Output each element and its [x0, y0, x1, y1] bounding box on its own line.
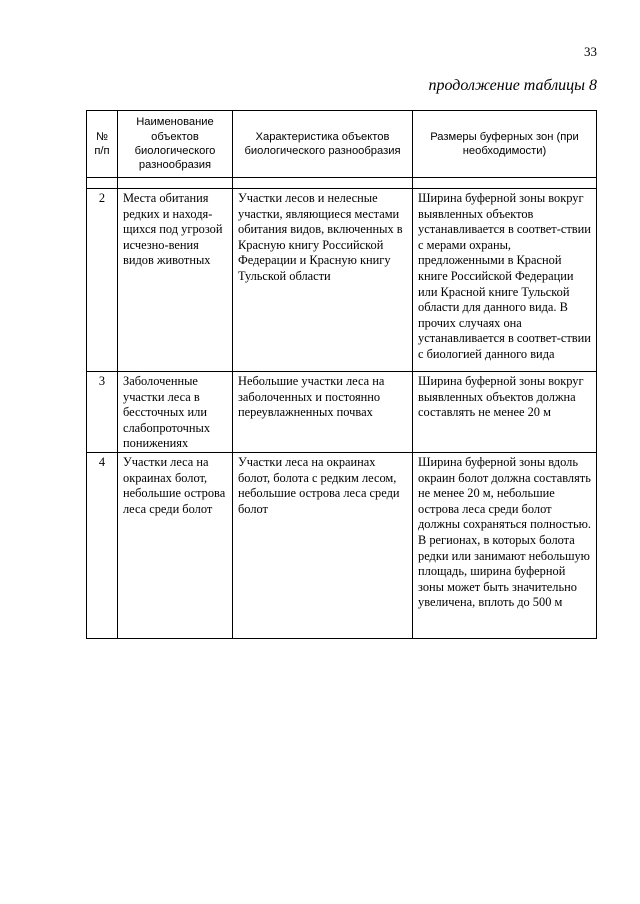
- spacer-cell: [233, 178, 413, 189]
- row-number-cell: 2: [87, 189, 118, 372]
- buffer-size-cell: Ширина буферной зоны вокруг выявленных объектов устанавливается в соответ-ствии с мерами охраны, предложенными в Красной книге Российской Федерации или Красной книге Тульской области для данного вида. В прочих случаях она устанавливается в соответ-ствии с биологией данного вида: [413, 189, 597, 372]
- spacer-cell: [87, 178, 118, 189]
- row-number-cell: 3: [87, 372, 118, 453]
- object-name-cell: Участки леса на окраинах болот, небольшие острова леса среди болот: [118, 452, 233, 638]
- row-number-cell: 4: [87, 452, 118, 638]
- object-name-cell: Заболоченные участки леса в бессточных или слабопроточных понижениях: [118, 372, 233, 453]
- spacer-cell: [413, 178, 597, 189]
- characteristic-cell: Небольшие участки леса на заболоченных и постоянно переувлажненных почвах: [233, 372, 413, 453]
- table-row: [87, 452, 597, 638]
- table-row: [87, 372, 597, 453]
- buffer-size-cell: Ширина буферной зоны вдоль окраин болот должна составлять не менее 20 м, небольшие острова леса среди болот должны сохраняться полностью. В регионах, в которых болота редки или занимают небольшую площадь, ширина буферной зоны может быть значительно увеличена, вплоть до 500 м: [413, 452, 597, 638]
- header-buffer-size: Размеры буферных зон (при необходимости): [413, 111, 597, 178]
- header-number: № п/п: [87, 111, 118, 178]
- table-row: [87, 189, 597, 372]
- buffer-size-cell: Ширина буферной зоны вокруг выявленных объектов должна составлять не менее 20 м: [413, 372, 597, 453]
- table-header-row: [87, 111, 597, 178]
- header-object-name: Наименование объектов биологического разнообразия: [118, 111, 233, 178]
- buffer-zones-table: [86, 110, 597, 639]
- table-spacer-row: [87, 178, 597, 189]
- characteristic-cell: Участки лесов и нелесные участки, являющиеся местами обитания видов, включенных в Красную книгу Российской Федерации и Красную книгу Тульской области: [233, 189, 413, 372]
- table-continuation-caption: продолжение таблицы 8: [428, 77, 597, 94]
- object-name-cell: Места обитания редких и находя-щихся под угрозой исчезно-вения видов животных: [118, 189, 233, 372]
- characteristic-cell: Участки леса на окраинах болот, болота с редким лесом, небольшие острова леса среди болот: [233, 452, 413, 638]
- spacer-cell: [118, 178, 233, 189]
- header-characteristic: Характеристика объектов биологического разнообразия: [233, 111, 413, 178]
- page-number: 33: [584, 44, 597, 59]
